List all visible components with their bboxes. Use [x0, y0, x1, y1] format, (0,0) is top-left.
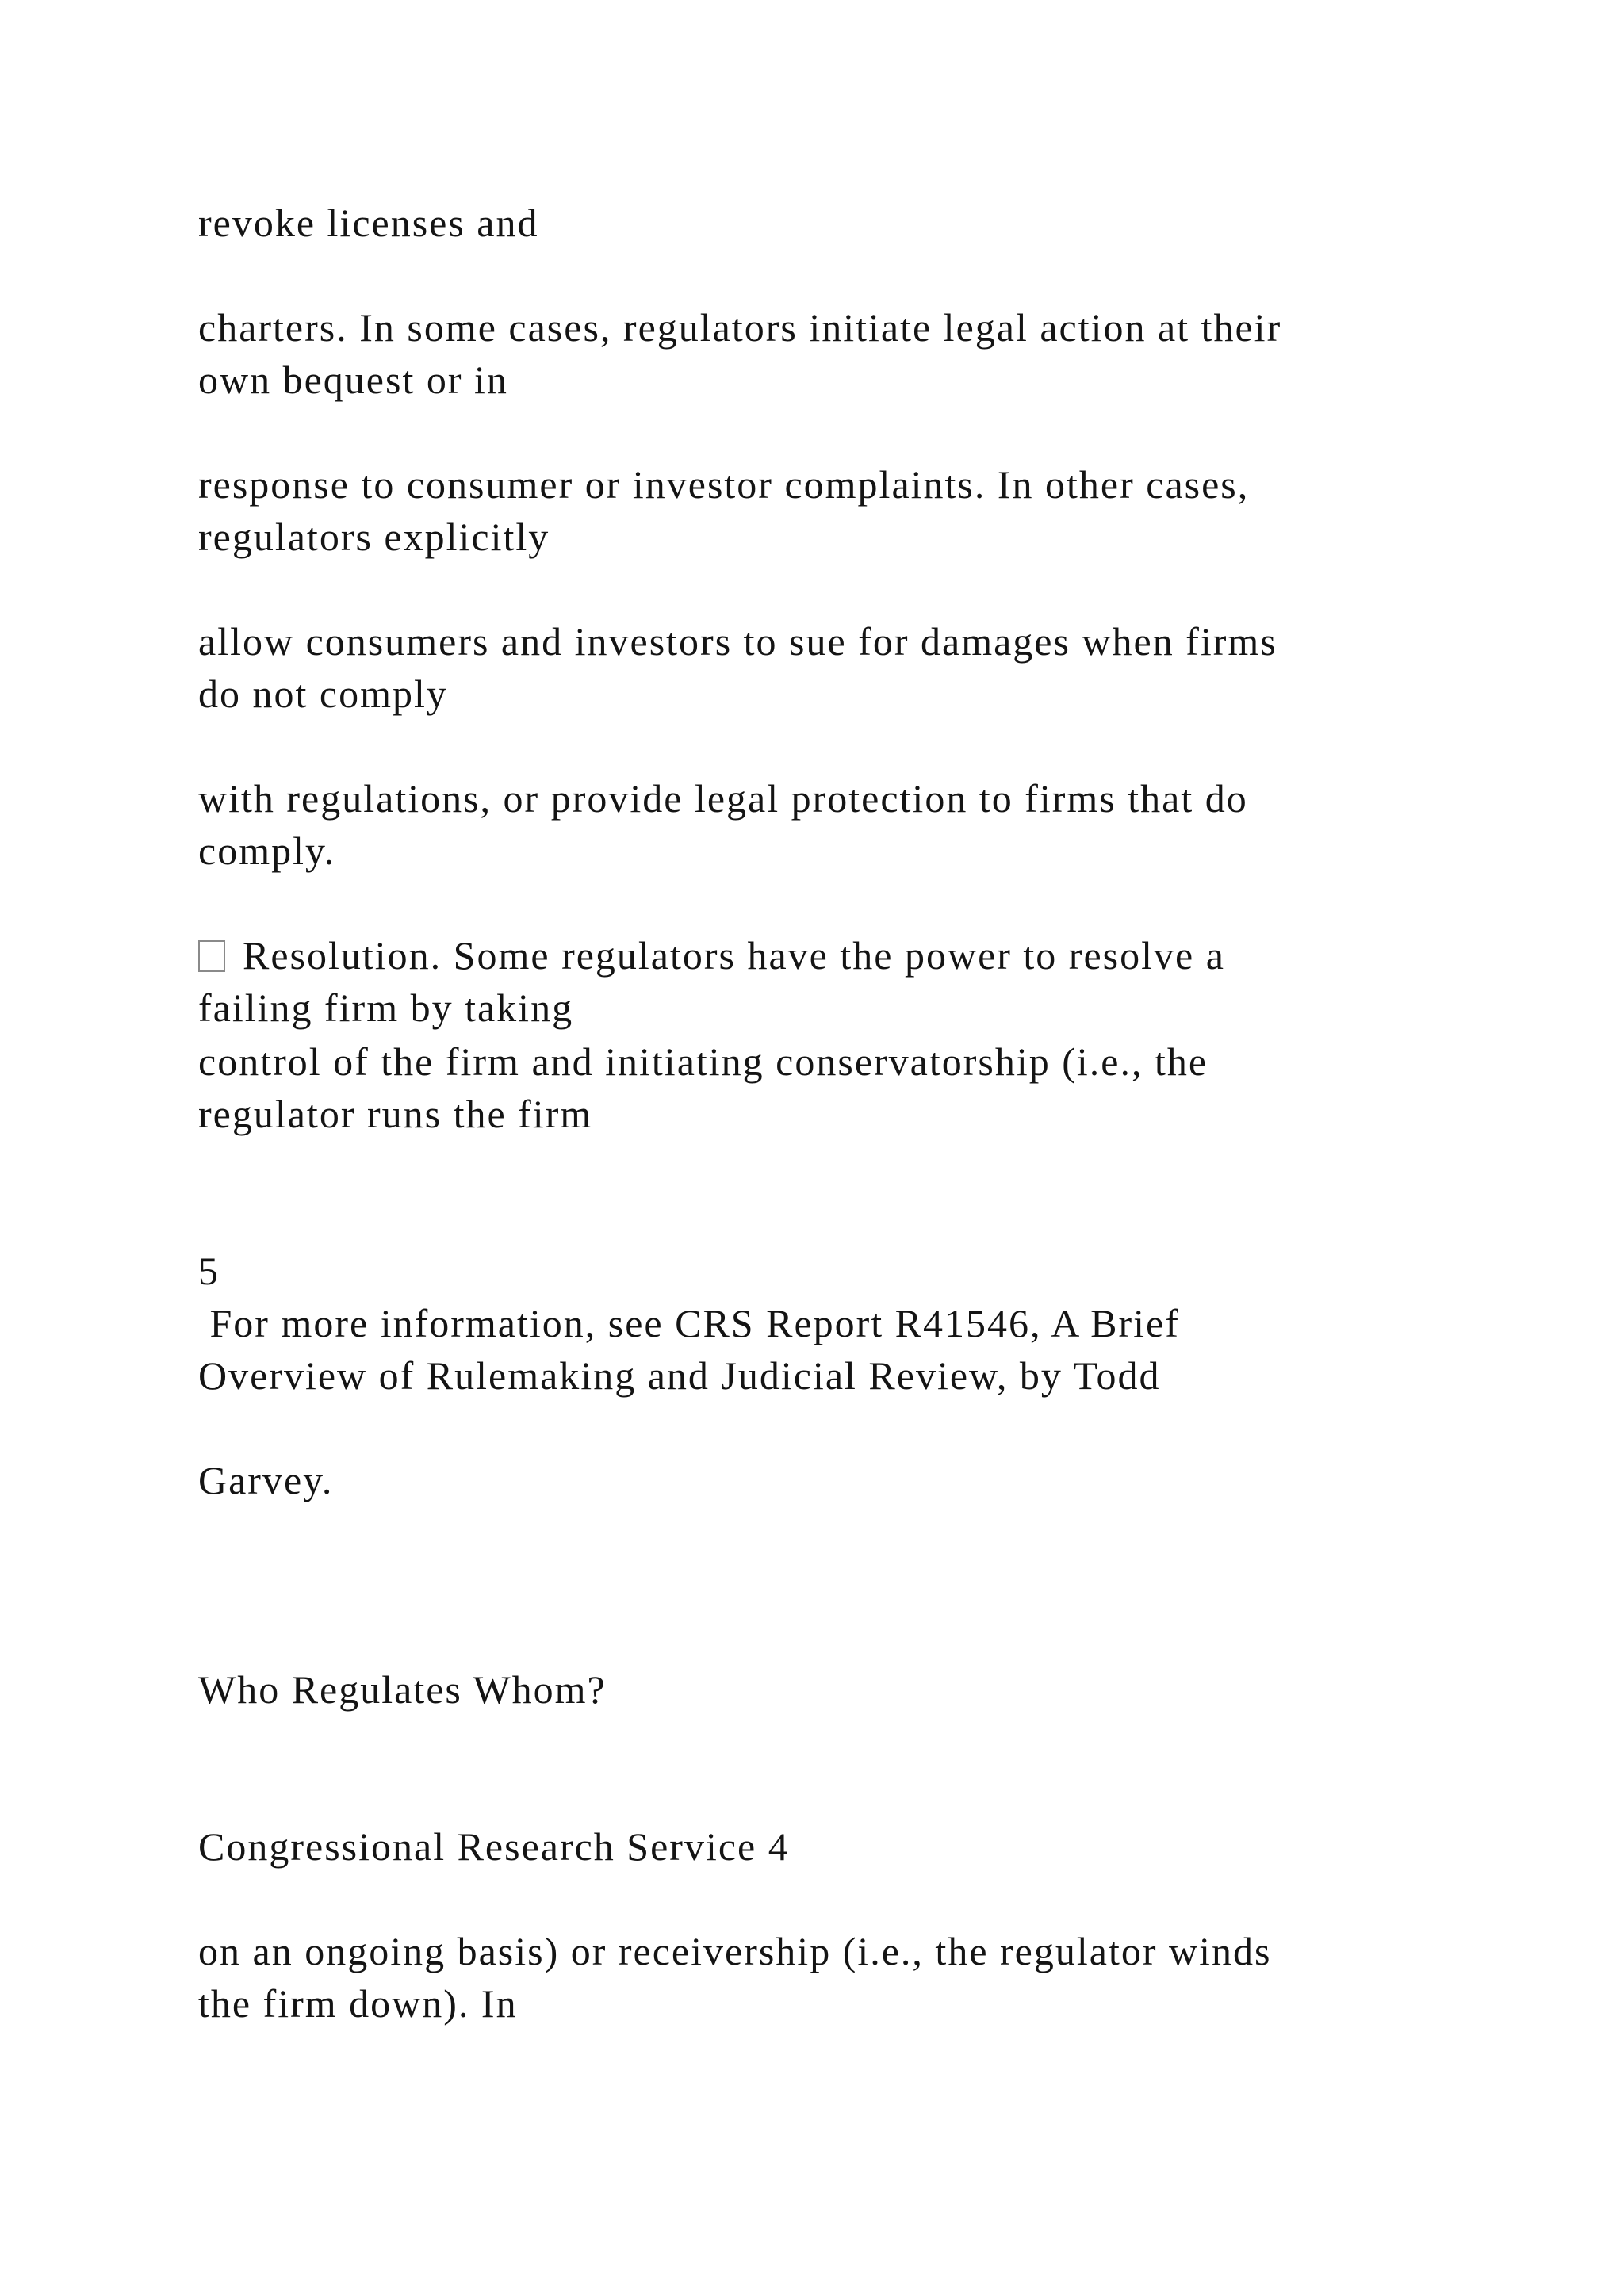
text-line: charters. In some cases, regulators initiate legal action at their: [198, 305, 1282, 350]
footnote-text: Overview of Rulemaking and Judicial Review, by Todd: [198, 1353, 1161, 1398]
text-line: do not comply: [198, 672, 448, 716]
text-line: on an ongoing basis) or receivership (i.e., the regulator winds: [198, 1929, 1272, 1973]
text-line: control of the firm and initiating conservatorship (i.e., the: [198, 1039, 1208, 1084]
text-line: revoke licenses and: [198, 201, 539, 245]
running-header: Who Regulates Whom?: [198, 1667, 607, 1712]
text-line: own bequest or in: [198, 358, 508, 402]
text-line: the firm down). In: [198, 1981, 518, 2026]
text-line: response to consumer or investor complaints. In other cases,: [198, 462, 1250, 507]
text-line: allow consumers and investors to sue for damages when firms: [198, 619, 1277, 664]
footnote-text: Garvey.: [198, 1458, 334, 1502]
text-line: with regulations, or provide legal protection to firms that do: [198, 776, 1248, 821]
running-footer: Congressional Research Service 4: [198, 1824, 790, 1869]
text-line: regulator runs the firm: [198, 1092, 593, 1136]
footnote-number: 5: [198, 1249, 220, 1293]
text-line: comply.: [198, 828, 336, 873]
footnote-text: For more information, see CRS Report R41546, A Brief: [198, 1301, 1180, 1345]
text-line: failing firm by taking: [198, 985, 574, 1030]
bullet-text: Resolution. Some regulators have the power to resolve a: [243, 933, 1225, 978]
missing-glyph-icon: [198, 940, 225, 972]
bullet-line: [198, 929, 1499, 982]
text-line: regulators explicitly: [198, 515, 550, 559]
